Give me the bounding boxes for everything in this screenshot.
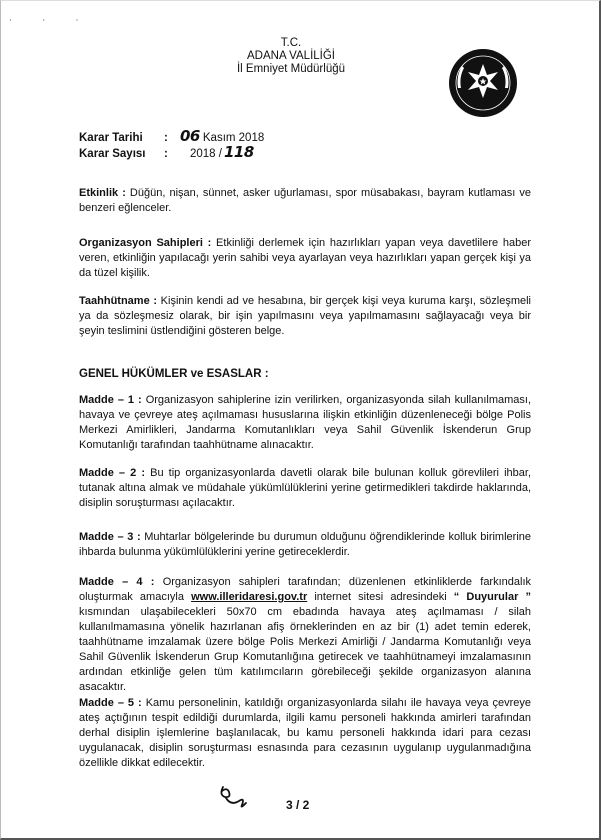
definition-term: Taahhütname : xyxy=(79,295,158,307)
article-4 xyxy=(79,575,531,695)
article-text: Muhtarlar bölgelerinde bu durumun olduğunu öğrendiklerinde kolluk birimlerine ihbarda bulunma yükümlülüklerini yerine getireceklerdir. xyxy=(79,531,531,558)
decision-block xyxy=(79,129,264,161)
header-line-tc: T.C. xyxy=(280,37,302,49)
handwritten-signature xyxy=(217,783,249,809)
document-header xyxy=(181,37,401,76)
article-text-after: kısmından ulaşabilecekleri 50x70 cm ebadında havaya ateş açılmaması / silah kullanılmamasına yönelik hazırlanan afiş örneklerinden en az bir (1) adet temin ederek, taahhütname imzalamak üzere bölge Polis Merkezi Amirliği / Jandarma Komutanlığı veya Sahil Güvenlik İskenderun Grup Komutanlığına getirecek ve taahhütnameyi imzalamasının ardından etkinliğe gelen tüm katılımcıların görebileceği şekilde organizasyon alanına asacaktır. xyxy=(79,606,531,693)
definition-organizasyon-sahipleri xyxy=(79,236,531,281)
definition-text: Kişinin kendi ad ve hesabına, bir gerçek kişi veya kuruma karşı, sözleşmeli ya da sözleşmesiz olarak, bir işin yapılmasını veya yapılmamasını sağlayacağı veya bir şeyin teslimini üstlendiğini gösteren belge. xyxy=(79,295,531,337)
duyurular-quote: “ Duyurular ” xyxy=(453,591,531,603)
decision-date-rest: Kasım 2018 xyxy=(202,132,265,144)
decision-date-day-handwritten: 06 xyxy=(180,127,200,145)
page-number: 3 / 2 xyxy=(286,798,310,812)
article-term: Madde – 5 : xyxy=(79,697,142,709)
article-2 xyxy=(79,466,531,511)
definition-term: Etkinlik : xyxy=(79,187,126,199)
decision-date-colon: : xyxy=(164,132,168,144)
decision-number-label: Karar Sayısı xyxy=(79,148,146,160)
definition-term: Organizasyon Sahipleri : xyxy=(79,237,212,249)
police-emblem-logo xyxy=(448,48,518,118)
definition-text: Düğün, nişan, sünnet, asker uğurlaması, spor müsabakası, bayram kutlaması ve benzeri eğlenceler. xyxy=(79,187,531,214)
decision-number-row xyxy=(79,145,264,161)
illeridaresi-link[interactable]: www.illeridaresi.gov.tr xyxy=(191,591,308,603)
article-5 xyxy=(79,696,531,771)
definition-taahhutname xyxy=(79,294,531,339)
article-term: Madde – 2 : xyxy=(79,467,146,479)
definition-etkinlik xyxy=(79,186,531,216)
decision-number-colon: : xyxy=(164,148,168,160)
decision-number-handwritten: 118 xyxy=(223,143,254,161)
decision-number-prefix: 2018 / xyxy=(190,148,222,160)
article-text: Kamu personelinin, katıldığı organizasyonlarda silahı ile havaya veya çevreye ateş açtığının tespit edildiği durumlarda, ilgili kamu personeli hakkında amirleri tarafından derhal disiplin işlemlerine başlanılacak, bu kamu personeli hakkında idari para cezası uygulanacak, disiplin soruşturması esnasında para cezasının uygulanıp uygulanmadığına özellikle dikkat edilecektir. xyxy=(79,697,532,769)
article-term: Madde – 4 : xyxy=(79,576,155,588)
article-term: Madde – 1 : xyxy=(79,394,142,406)
scan-marks: · · · xyxy=(9,15,93,25)
article-term: Madde – 3 : xyxy=(79,531,141,543)
article-text: Bu tip organizasyonlarda davetli olarak bile bulunan kolluk görevlileri ihbar, tutanak altına almak ve müdahale yükümlülüklerini yerine getirmedikleri takdirde haklarında, disiplin soruşturması açılacaktır. xyxy=(79,467,531,509)
decision-date-label: Karar Tarihi xyxy=(79,132,143,144)
header-line-governorship: ADANA VALİLİĞİ xyxy=(247,50,335,62)
definition-text: Etkinliği derlemek için hazırlıkları yapan veya davetlilere haber veren, etkinliğin yapılacağı yerin sahibi veya ayarlayan veya hazırlıkları yapan gerçek kişi ya da tüzel kişilik. xyxy=(79,237,531,279)
article-3 xyxy=(79,530,531,560)
section-heading: GENEL HÜKÜMLER ve ESASLAR : xyxy=(79,368,269,380)
header-line-police-directorate: İl Emniyet Müdürlüğü xyxy=(236,63,346,75)
article-text-middle: internet sitesi adresindeki xyxy=(307,591,454,603)
article-1 xyxy=(79,393,531,453)
article-text-before: Organizasyon sahipleri tarafından; düzenlenen etkinliklerde farkındalık oluşturmak amacıyla xyxy=(79,576,532,603)
article-text: Organizasyon sahiplerine izin verilirken, organizasyonda silah kullanılmaması, havaya ve çevreye ateş açılmaması hususlarına ilişkin etkinliğin düzenleneceği bölge Polis Merkezi Amirlikleri, Jandarma Komutanlıkları veya Sahil Güvenlik İskenderun Grup Komutanlığı tarafından taahhütname alınacaktır. xyxy=(79,394,531,451)
